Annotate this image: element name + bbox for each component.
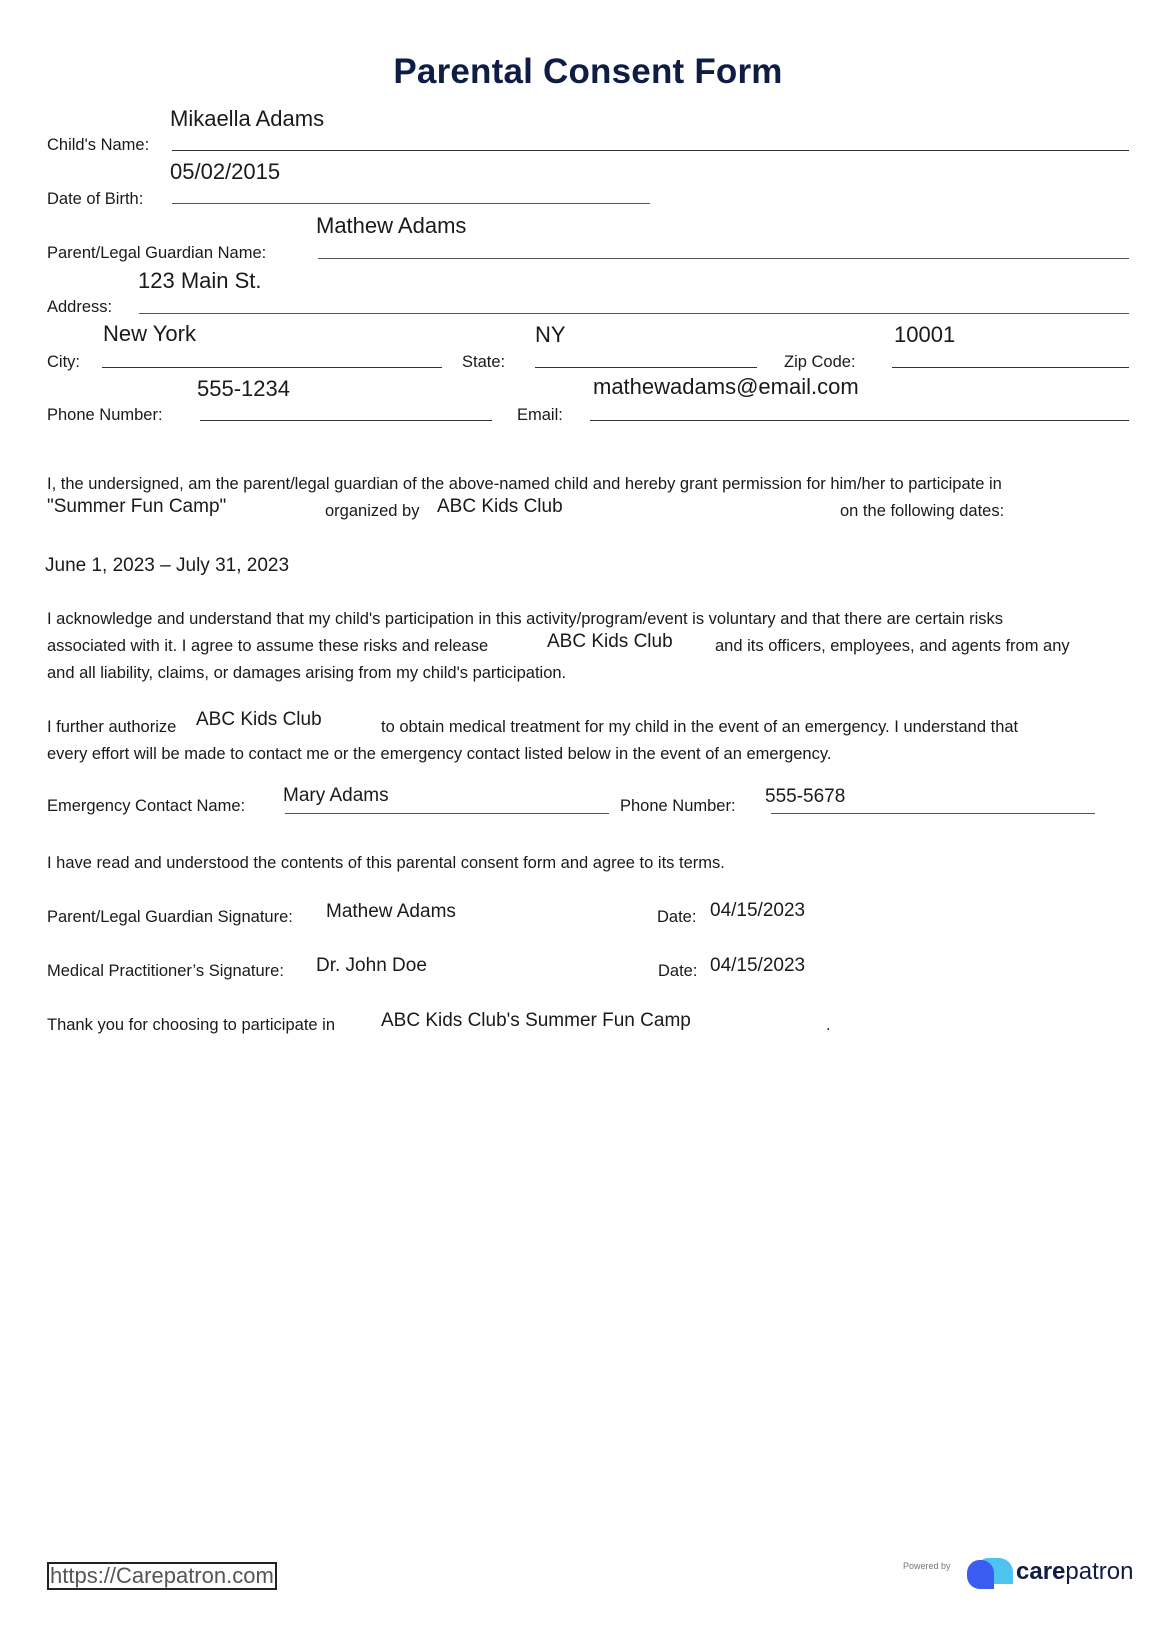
guardian-signature-value[interactable]: Mathew Adams <box>326 901 456 922</box>
thanks-program-value[interactable]: ABC Kids Club's Summer Fun Camp <box>381 1010 691 1031</box>
child-name-value[interactable]: Mikaella Adams <box>170 106 325 131</box>
medical-date-label: Date: <box>658 962 698 980</box>
email-value[interactable]: mathewadams@email.com <box>593 374 859 399</box>
city-value[interactable]: New York <box>103 321 196 346</box>
acknowledge-line2-post: and its officers, employees, and agents from any <box>715 637 1070 655</box>
address-value[interactable]: 123 Main St. <box>138 268 262 293</box>
state-label: State: <box>462 353 506 371</box>
medical-signature-value[interactable]: Dr. John Doe <box>316 955 427 976</box>
child-name-field-line[interactable] <box>172 150 1129 151</box>
thanks-period: . <box>826 1016 831 1034</box>
acknowledge-line3: and all liability, claims, or damages arising from my child's participation. <box>47 664 567 682</box>
thanks-text: Thank you for choosing to participate in <box>47 1016 336 1034</box>
phone-label: Phone Number: <box>47 406 163 424</box>
carepatron-brand <box>1016 1558 1133 1586</box>
guardian-name-field-line[interactable] <box>318 258 1129 259</box>
dates-value[interactable]: June 1, 2023 – July 31, 2023 <box>45 555 290 576</box>
city-field-line[interactable] <box>102 367 442 368</box>
emergency-name-label: Emergency Contact Name: <box>47 797 246 815</box>
emergency-phone-label: Phone Number: <box>620 797 736 815</box>
page-title: Parental Consent Form <box>393 52 783 91</box>
authorize-line2: every effort will be made to contact me or the emergency contact listed below in the event of an emergency. <box>47 745 832 763</box>
guardian-date-label: Date: <box>657 908 697 926</box>
acknowledge-line2-pre: associated with it. I agree to assume these risks and release <box>47 637 489 655</box>
agreement-text: I have read and understood the contents of this parental consent form and agree to its terms. <box>47 854 725 872</box>
guardian-name-value[interactable]: Mathew Adams <box>316 213 467 238</box>
dob-label: Date of Birth: <box>47 190 144 208</box>
organizer-value[interactable]: ABC Kids Club <box>437 496 563 517</box>
emergency-name-value[interactable]: Mary Adams <box>283 785 389 806</box>
consent-text-line1: I, the undersigned, am the parent/legal guardian of the above-named child and hereby grant permission for him/her to participate in <box>47 475 1002 493</box>
address-label: Address: <box>47 298 113 316</box>
zip-label: Zip Code: <box>784 353 856 371</box>
state-field-line[interactable] <box>535 367 757 368</box>
authorize-pre: I further authorize <box>47 718 177 736</box>
brand-rest: patron <box>1065 1558 1134 1585</box>
dob-value[interactable]: 05/02/2015 <box>170 159 281 184</box>
state-value[interactable]: NY <box>535 322 566 347</box>
event-name-value[interactable]: "Summer Fun Camp" <box>47 496 227 517</box>
child-name-label: Child's Name: <box>47 136 150 154</box>
authorize-organizer-value[interactable]: ABC Kids Club <box>196 709 322 730</box>
emergency-phone-value[interactable]: 555-5678 <box>765 786 846 807</box>
release-organizer-value[interactable]: ABC Kids Club <box>547 631 673 652</box>
phone-value[interactable]: 555-1234 <box>197 376 290 401</box>
guardian-date-value[interactable]: 04/15/2023 <box>710 900 806 921</box>
authorize-post: to obtain medical treatment for my child in the event of an emergency. I understand that <box>381 718 1019 736</box>
zip-field-line[interactable] <box>892 367 1129 368</box>
email-field-line[interactable] <box>590 420 1129 421</box>
brand-bold: care <box>1016 1558 1066 1585</box>
organized-by-label: organized by <box>325 502 420 520</box>
guardian-signature-label: Parent/Legal Guardian Signature: <box>47 908 293 926</box>
zip-value[interactable]: 10001 <box>894 322 956 347</box>
dob-field-line[interactable] <box>172 203 650 204</box>
acknowledge-line1: I acknowledge and understand that my child's participation in this activity/program/event is voluntary and that there are certain risks <box>47 610 1004 628</box>
carepatron-link[interactable]: https://Carepatron.com <box>47 1562 277 1590</box>
medical-date-value[interactable]: 04/15/2023 <box>710 955 806 976</box>
email-label: Email: <box>517 406 563 424</box>
dates-label: on the following dates: <box>840 502 1005 520</box>
city-label: City: <box>47 353 80 371</box>
guardian-name-label: Parent/Legal Guardian Name: <box>47 244 267 262</box>
emergency-name-field-line[interactable] <box>285 813 609 814</box>
address-field-line[interactable] <box>139 313 1129 314</box>
carepatron-logo-icon <box>967 1556 1015 1595</box>
powered-by-label: Powered by <box>903 1561 951 1571</box>
emergency-phone-field-line[interactable] <box>771 813 1095 814</box>
medical-signature-label: Medical Practitioner’s Signature: <box>47 962 284 980</box>
phone-field-line[interactable] <box>200 420 492 421</box>
